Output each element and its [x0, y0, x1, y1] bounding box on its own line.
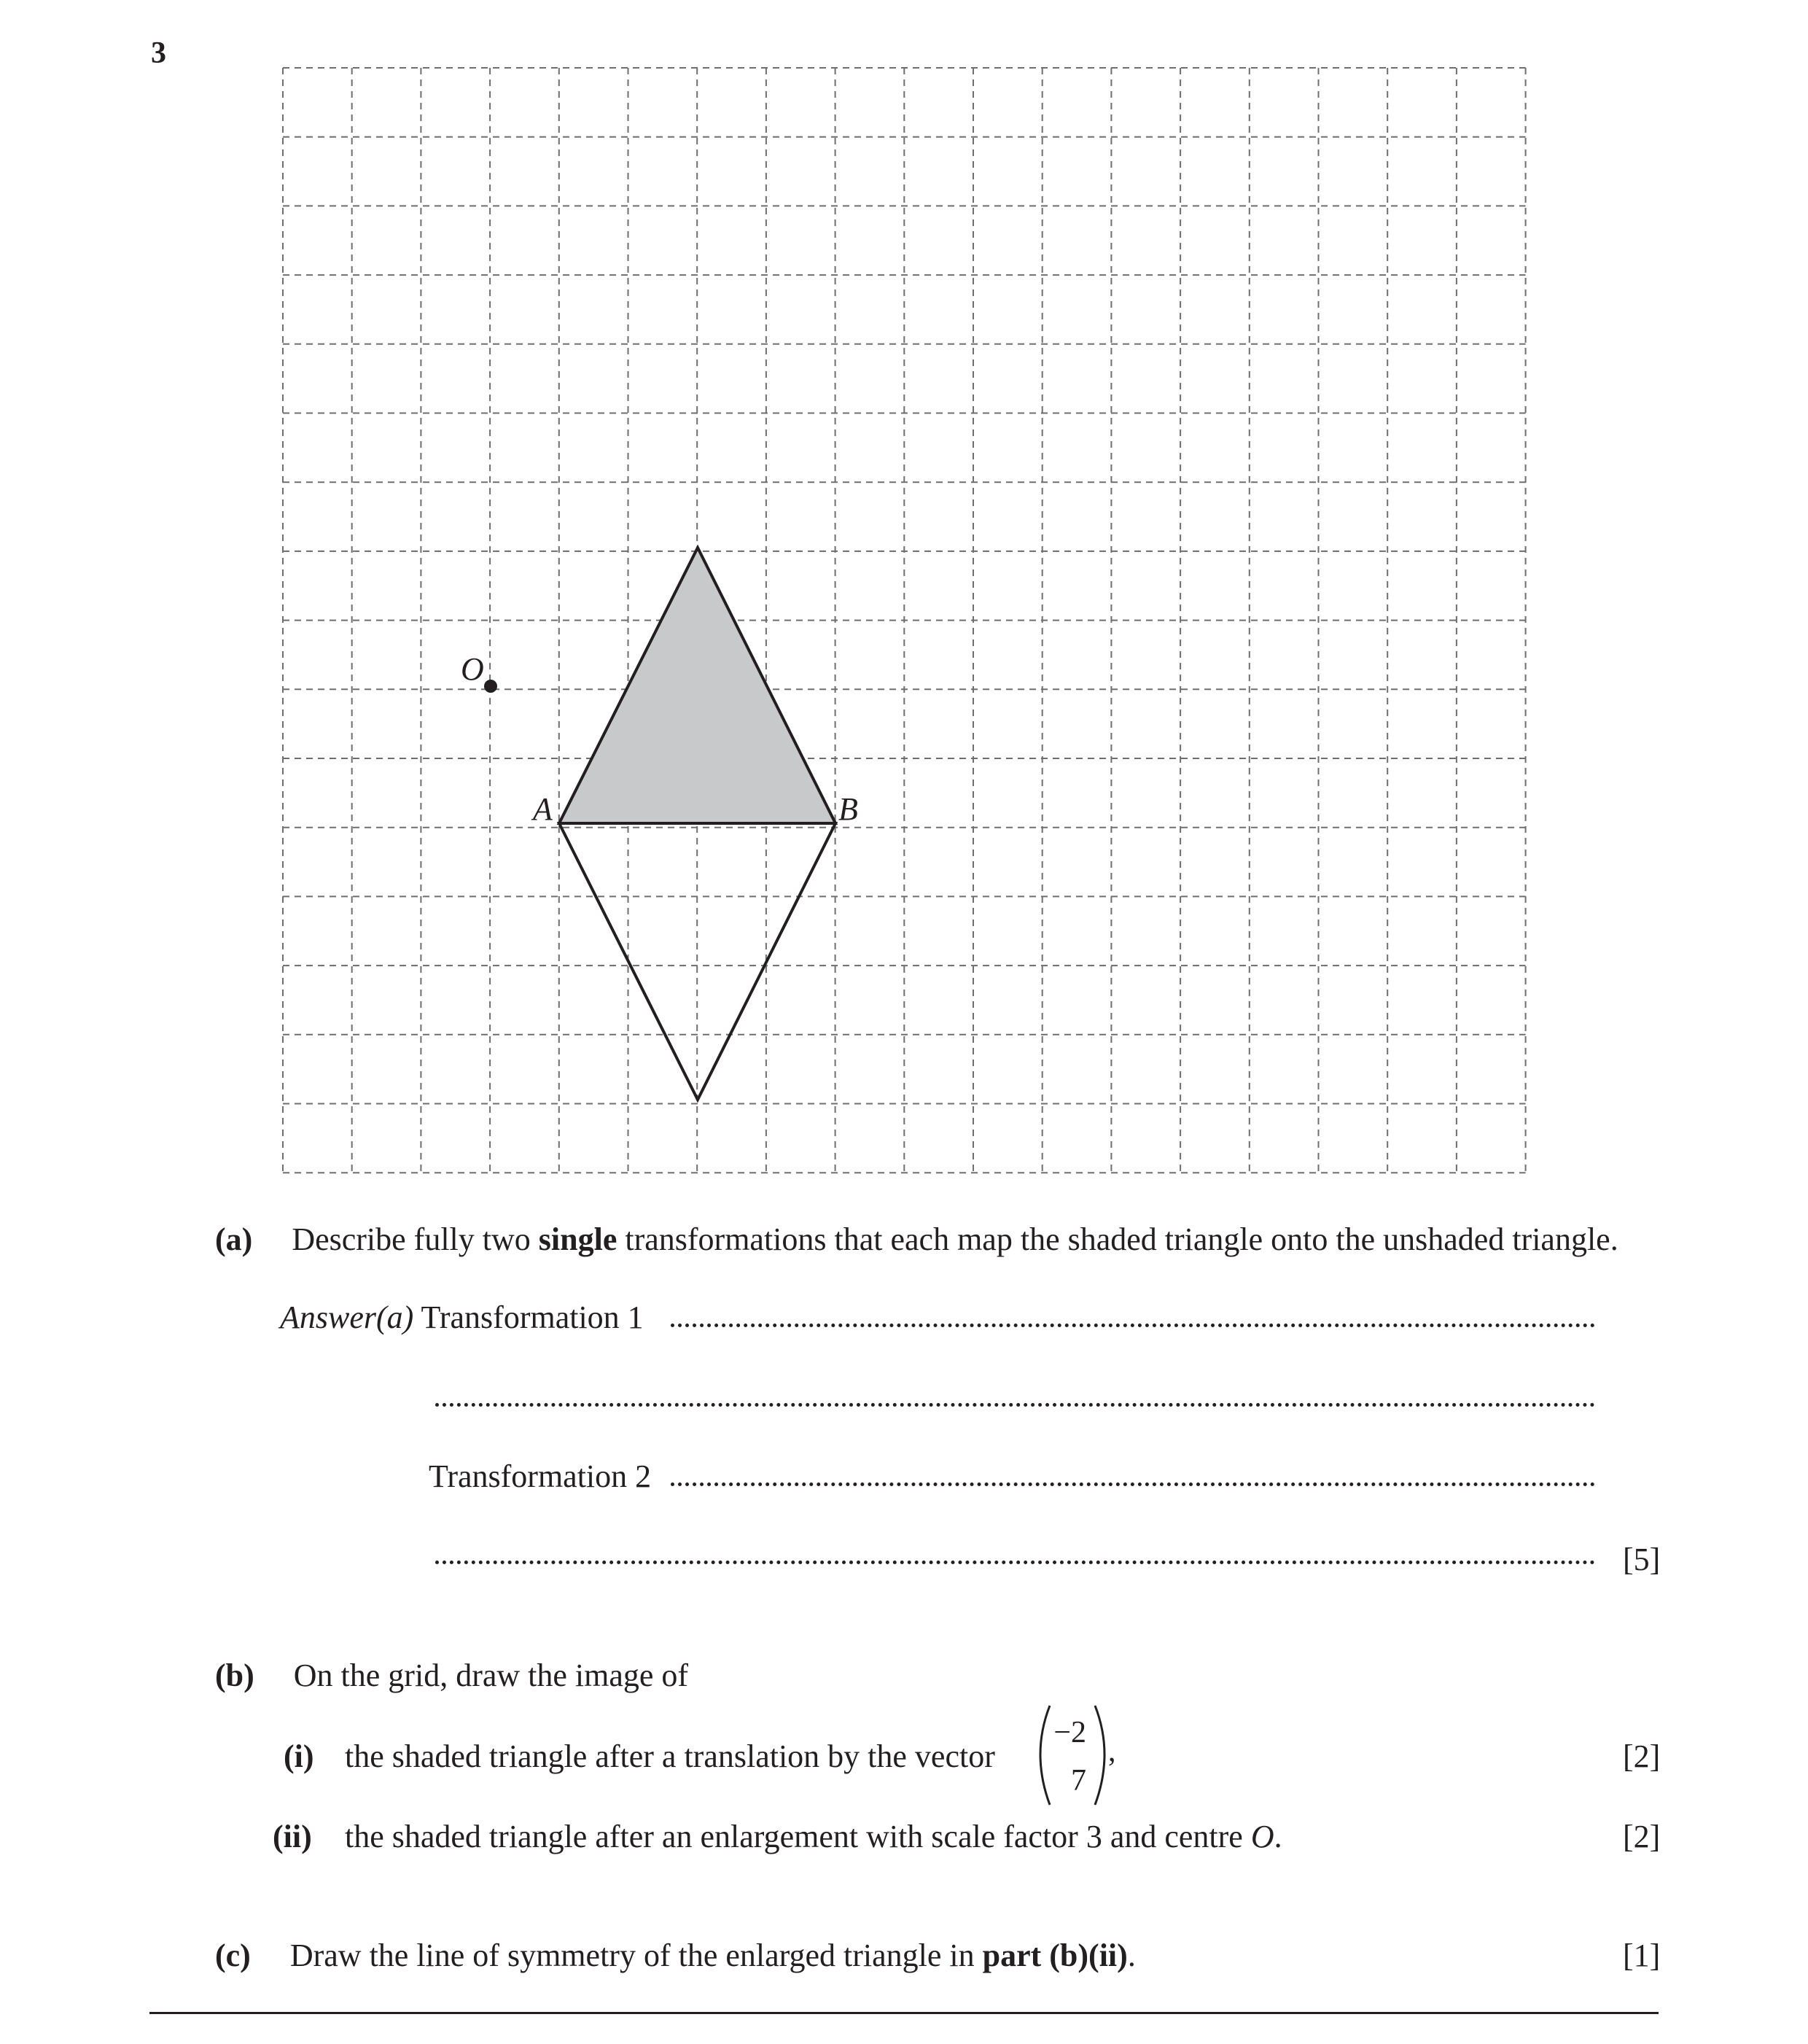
part-c-text-bold: part (b)(ii) [982, 1938, 1128, 1973]
part-b-ii-text-italic: O [1250, 1819, 1274, 1854]
part-c-text-after: . [1127, 1938, 1136, 1973]
vector-left-bracket [1040, 1706, 1050, 1805]
part-b-i-text: the shaded triangle after a translation by the vector [345, 1738, 995, 1774]
part-b-ii-text-before: the shaded triangle after an enlargement with scale factor 3 and centre [345, 1819, 1251, 1854]
part-a-text-after: transformations that each map the shaded triangle onto the unshaded triangle. [617, 1221, 1618, 1257]
translation-vector [1028, 1703, 1123, 1812]
shaded-triangle [559, 548, 835, 823]
vector-top: −2 [1053, 1716, 1086, 1749]
question-number: 3 [151, 36, 166, 70]
part-c-marks: [1] [1623, 1938, 1661, 1973]
part-b-ii-text [345, 1821, 1282, 1853]
label-a: A [533, 791, 553, 827]
grid-lines [283, 68, 1526, 1173]
bottom-rule [149, 2012, 1659, 2014]
answer-a-row-1 [280, 1299, 644, 1335]
part-b-ii-label: (ii) [273, 1819, 312, 1854]
part-b-i-label: (i) [284, 1738, 314, 1774]
part-c-label: (c) [215, 1938, 251, 1973]
part-a-question [215, 1221, 1618, 1257]
part-b-i-marks: [2] [1623, 1738, 1661, 1774]
part-c-question [215, 1940, 1136, 1972]
answer-line-t1-b[interactable] [435, 1403, 1595, 1407]
part-b-text: On the grid, draw the image of [293, 1658, 689, 1693]
answer-line-t2-b[interactable] [435, 1561, 1595, 1564]
part-b-ii-text-after: . [1274, 1819, 1282, 1854]
vector-right-bracket [1095, 1706, 1104, 1805]
part-a-marks: [5] [1623, 1542, 1661, 1577]
part-b-label: (b) [215, 1658, 254, 1693]
part-a-label: (a) [215, 1221, 253, 1257]
transformation-1-label: Transformation 1 [421, 1299, 644, 1335]
part-b-ii-marks: [2] [1623, 1819, 1661, 1854]
answer-line-t2-a[interactable] [671, 1483, 1595, 1486]
part-c-text-before: Draw the line of symmetry of the enlarged triangle in [289, 1938, 983, 1973]
vector-bottom: 7 [1071, 1764, 1086, 1798]
part-b-question [215, 1660, 688, 1692]
point-o [484, 680, 497, 693]
label-o: O [461, 651, 484, 687]
answer-line-t1-a[interactable] [671, 1324, 1595, 1327]
label-b: B [838, 791, 858, 827]
part-a-text-before: Describe fully two [292, 1221, 539, 1257]
transformation-2-label: Transformation 2 [429, 1458, 652, 1494]
part-a-text-bold: single [538, 1221, 617, 1257]
vector-comma: , [1108, 1735, 1116, 1768]
answer-a-label: Answer(a) [280, 1299, 414, 1335]
